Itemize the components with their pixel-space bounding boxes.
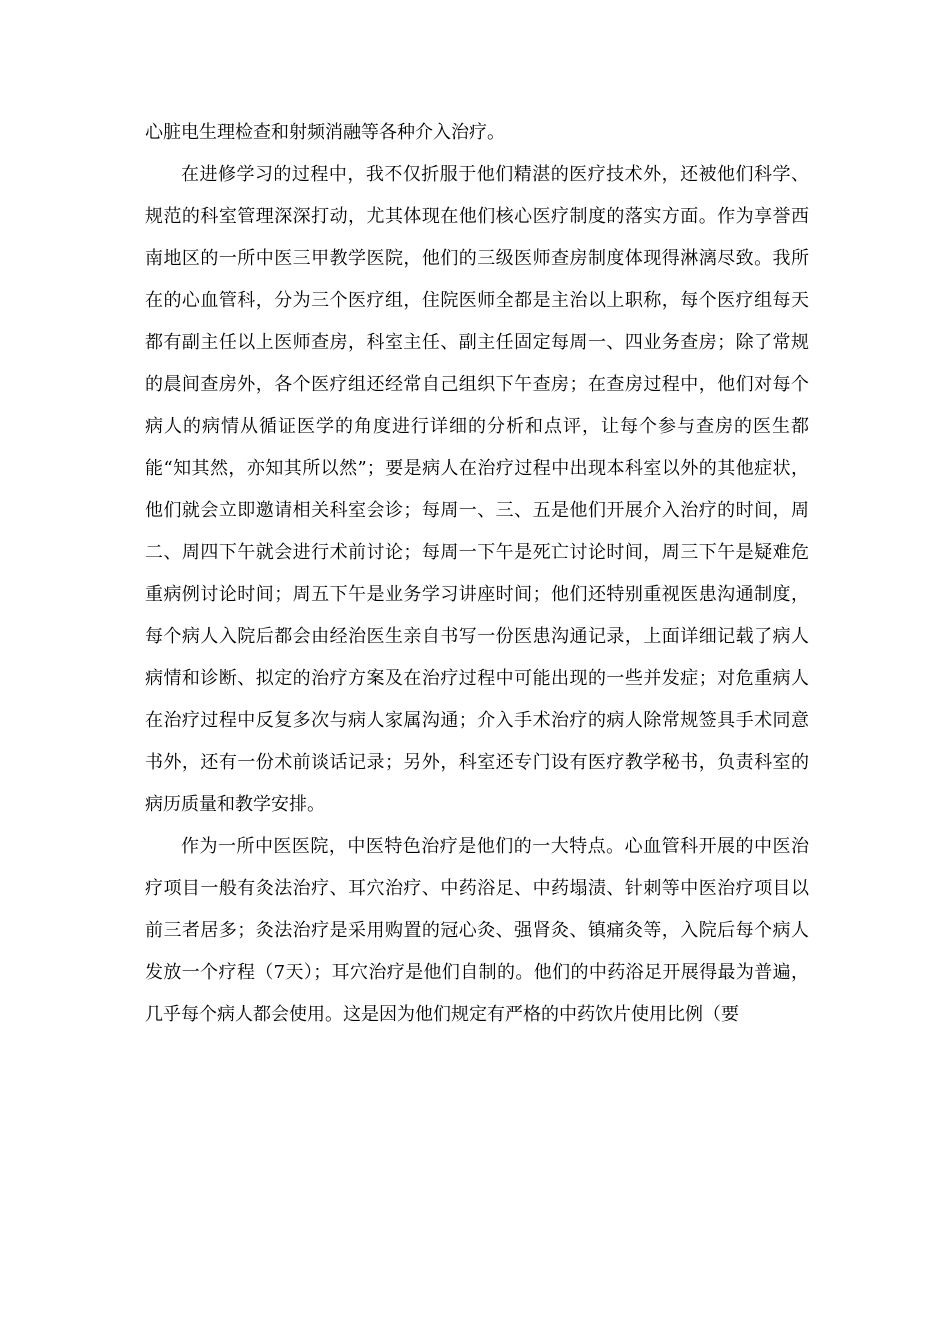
paragraph-1: 心脏电生理检查和射频消融等各种介入治疗。 bbox=[145, 122, 505, 143]
document-body bbox=[145, 112, 809, 1036]
paragraph-2: 在进修学习的过程中，我不仅折服于他们精湛的医疗技术外，还被他们科学、规范的科室管理深深打动，尤其体现在他们核心医疗制度的落实方面。作为享誉西南地区的一所中医三甲教学医院，他们的三级医师查房制度体现得淋漓尽致。我所在的心血管科，分为三个医疗组，住院医师全都是主治以上职称，每个医疗组每天都有副主任以上医师查房，科室主任、副主任固定每周一、四业务查房；除了常规的晨间查房外，各个医疗组还经常自己组织下午查房；在查房过程中，他们对每个病人的病情从循证医学的角度进行详细的分析和点评，让每个参与查房的医生都能“知其然，亦知其所以然”；要是病人在治疗过程中出现本科室以外的其他症状，他们就会立即邀请相关科室会诊；每周一、三、五是他们开展介入治疗的时间，周二、周四下午就会进行术前讨论；每周一下午是死亡讨论时间，周三下午是疑难危重病例讨论时间；周五下午是业务学习讲座时间；他们还特别重视医患沟通制度，每个病人入院后都会由经治医生亲自书写一份医患沟通记录，上面详细记载了病人病情和诊断、拟定的治疗方案及在治疗过程中可能出现的一些并发症；对危重病人在治疗过程中反复多次与病人家属沟通；介入手术治疗的病人除常规签具手术同意书外，还有一份术前谈话记录；另外，科室还专门设有医疗教学秘书，负责科室的病历质量和教学安排。 bbox=[145, 164, 809, 815]
paragraph-3: 作为一所中医医院，中医特色治疗是他们的一大特点。心血管科开展的中医治疗项目一般有灸法治疗、耳穴治疗、中药浴足、中药塌渍、针刺等中医治疗项目以前三者居多；灸法治疗是采用购置的冠心灸、强肾灸、镇痛灸等，入院后每个病人发放一个疗程（7天）；耳穴治疗是他们自制的。他们的中药浴足开展得最为普遍，几乎每个病人都会使用。这是因为他们规定有严格的中药饮片使用比例（要 bbox=[145, 836, 809, 1025]
